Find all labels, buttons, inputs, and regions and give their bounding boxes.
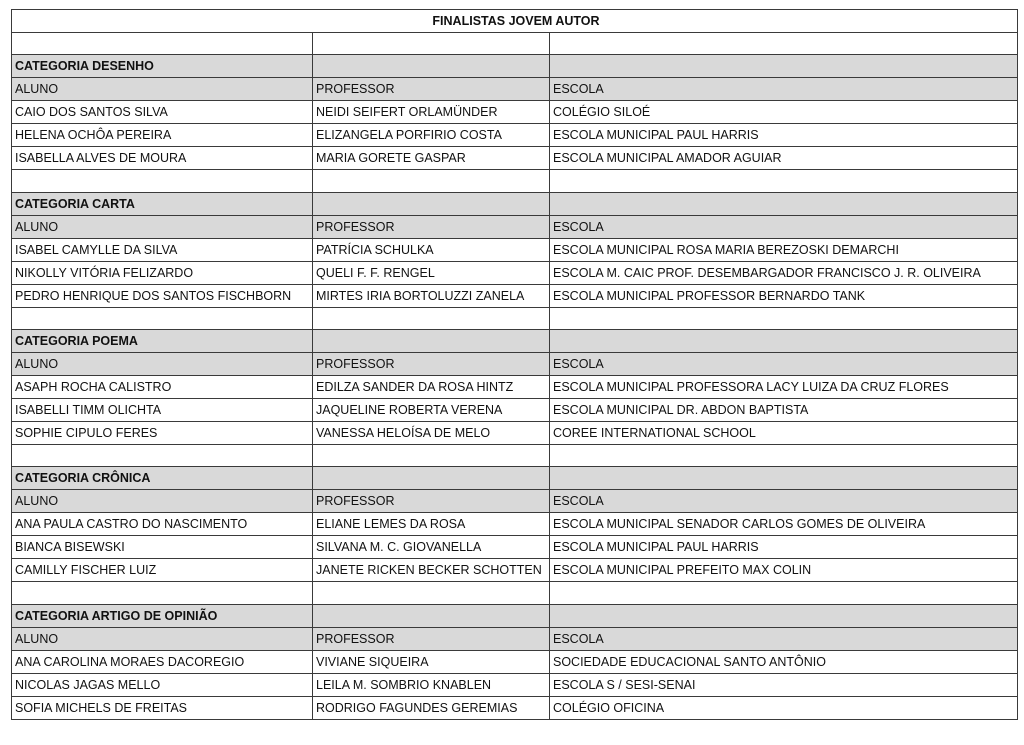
school-cell: ESCOLA MUNICIPAL DR. ABDON BAPTISTA [550, 399, 1018, 422]
column-header-row [12, 78, 1018, 101]
empty-cell [313, 192, 550, 215]
student-cell: BIANCA BISEWSKI [12, 536, 313, 559]
table-row [12, 101, 1018, 124]
category-name: CATEGORIA POEMA [12, 330, 313, 353]
finalists-table [11, 9, 1018, 720]
empty-cell [313, 582, 550, 604]
header-aluno: ALUNO [12, 627, 313, 650]
teacher-cell: LEILA M. SOMBRIO KNABLEN [313, 673, 550, 696]
student-cell: ISABELLA ALVES DE MOURA [12, 147, 313, 170]
empty-cell [550, 55, 1018, 78]
category-row [12, 604, 1018, 627]
student-cell: CAIO DOS SANTOS SILVA [12, 101, 313, 124]
category-name: CATEGORIA DESENHO [12, 55, 313, 78]
teacher-cell: EDILZA SANDER DA ROSA HINTZ [313, 376, 550, 399]
teacher-cell: JANETE RICKEN BECKER SCHOTTEN [313, 559, 550, 582]
table-title: FINALISTAS JOVEM AUTOR [12, 10, 1018, 33]
teacher-cell: VIVIANE SIQUEIRA [313, 650, 550, 673]
header-professor: PROFESSOR [313, 490, 550, 513]
school-cell: ESCOLA MUNICIPAL PROFESSOR BERNARDO TANK [550, 284, 1018, 307]
empty-cell [550, 330, 1018, 353]
empty-cell [12, 307, 313, 329]
school-cell: ESCOLA MUNICIPAL PROFESSORA LACY LUIZA DA CRUZ FLORES [550, 376, 1018, 399]
empty-cell [313, 170, 550, 192]
header-aluno: ALUNO [12, 78, 313, 101]
header-escola: ESCOLA [550, 78, 1018, 101]
empty-cell [12, 170, 313, 192]
school-cell: ESCOLA MUNICIPAL SENADOR CARLOS GOMES DE OLIVEIRA [550, 513, 1018, 536]
table-row [12, 536, 1018, 559]
header-aluno: ALUNO [12, 215, 313, 238]
empty-cell [313, 307, 550, 329]
school-cell: ESCOLA MUNICIPAL AMADOR AGUIAR [550, 147, 1018, 170]
teacher-cell: RODRIGO FAGUNDES GEREMIAS [313, 696, 550, 719]
category-row [12, 330, 1018, 353]
school-cell: ESCOLA MUNICIPAL PREFEITO MAX COLIN [550, 559, 1018, 582]
header-escola: ESCOLA [550, 490, 1018, 513]
table-row [12, 284, 1018, 307]
spacer-row [12, 582, 1018, 604]
column-header-row [12, 627, 1018, 650]
title-row [12, 10, 1018, 33]
student-cell: ANA CAROLINA MORAES DACOREGIO [12, 650, 313, 673]
school-cell: SOCIEDADE EDUCACIONAL SANTO ANTÔNIO [550, 650, 1018, 673]
category-row [12, 467, 1018, 490]
header-professor: PROFESSOR [313, 627, 550, 650]
category-row [12, 192, 1018, 215]
table-row [12, 673, 1018, 696]
spacer-row [12, 307, 1018, 329]
header-escola: ESCOLA [550, 627, 1018, 650]
empty-cell [313, 467, 550, 490]
spacer-row [12, 170, 1018, 192]
empty-cell [550, 445, 1018, 467]
school-cell: COLÉGIO OFICINA [550, 696, 1018, 719]
empty-cell [550, 192, 1018, 215]
teacher-cell: NEIDI SEIFERT ORLAMÜNDER [313, 101, 550, 124]
student-cell: NICOLAS JAGAS MELLO [12, 673, 313, 696]
spacer-row [12, 445, 1018, 467]
category-name: CATEGORIA CARTA [12, 192, 313, 215]
column-header-row [12, 215, 1018, 238]
school-cell: COLÉGIO SILOÉ [550, 101, 1018, 124]
table-row [12, 147, 1018, 170]
teacher-cell: SILVANA M. C. GIOVANELLA [313, 536, 550, 559]
empty-cell [313, 604, 550, 627]
teacher-cell: MIRTES IRIA BORTOLUZZI ZANELA [313, 284, 550, 307]
empty-cell [313, 445, 550, 467]
empty-cell [313, 330, 550, 353]
teacher-cell: ELIZANGELA PORFIRIO COSTA [313, 124, 550, 147]
teacher-cell: MARIA GORETE GASPAR [313, 147, 550, 170]
empty-cell [550, 170, 1018, 192]
student-cell: SOFIA MICHELS DE FREITAS [12, 696, 313, 719]
school-cell: ESCOLA M. CAIC PROF. DESEMBARGADOR FRANCISCO J. R. OLIVEIRA [550, 261, 1018, 284]
table-row [12, 422, 1018, 445]
header-professor: PROFESSOR [313, 78, 550, 101]
school-cell: ESCOLA MUNICIPAL ROSA MARIA BEREZOSKI DEMARCHI [550, 238, 1018, 261]
table-row [12, 238, 1018, 261]
table-row [12, 261, 1018, 284]
empty-cell [12, 445, 313, 467]
student-cell: HELENA OCHÔA PEREIRA [12, 124, 313, 147]
school-cell: COREE INTERNATIONAL SCHOOL [550, 422, 1018, 445]
header-aluno: ALUNO [12, 353, 313, 376]
category-name: CATEGORIA CRÔNICA [12, 467, 313, 490]
header-escola: ESCOLA [550, 215, 1018, 238]
teacher-cell: PATRÍCIA SCHULKA [313, 238, 550, 261]
empty-cell [12, 33, 313, 55]
table-row [12, 513, 1018, 536]
teacher-cell: ELIANE LEMES DA ROSA [313, 513, 550, 536]
table-row [12, 696, 1018, 719]
empty-cell [550, 467, 1018, 490]
table-row [12, 399, 1018, 422]
teacher-cell: QUELI F. F. RENGEL [313, 261, 550, 284]
empty-cell [550, 582, 1018, 604]
spacer-row [12, 33, 1018, 55]
student-cell: ISABELLI TIMM OLICHTA [12, 399, 313, 422]
student-cell: ASAPH ROCHA CALISTRO [12, 376, 313, 399]
student-cell: CAMILLY FISCHER LUIZ [12, 559, 313, 582]
student-cell: ISABEL CAMYLLE DA SILVA [12, 238, 313, 261]
category-row [12, 55, 1018, 78]
student-cell: NIKOLLY VITÓRIA FELIZARDO [12, 261, 313, 284]
school-cell: ESCOLA MUNICIPAL PAUL HARRIS [550, 124, 1018, 147]
empty-cell [550, 33, 1018, 55]
category-name: CATEGORIA ARTIGO DE OPINIÃO [12, 604, 313, 627]
student-cell: PEDRO HENRIQUE DOS SANTOS FISCHBORN [12, 284, 313, 307]
empty-cell [550, 307, 1018, 329]
school-cell: ESCOLA MUNICIPAL PAUL HARRIS [550, 536, 1018, 559]
header-professor: PROFESSOR [313, 215, 550, 238]
teacher-cell: JAQUELINE ROBERTA VERENA [313, 399, 550, 422]
empty-cell [550, 604, 1018, 627]
teacher-cell: VANESSA HELOÍSA DE MELO [313, 422, 550, 445]
empty-cell [313, 33, 550, 55]
empty-cell [12, 582, 313, 604]
header-aluno: ALUNO [12, 490, 313, 513]
table-row [12, 124, 1018, 147]
table-row [12, 559, 1018, 582]
school-cell: ESCOLA S / SESI-SENAI [550, 673, 1018, 696]
column-header-row [12, 490, 1018, 513]
empty-cell [313, 55, 550, 78]
table-row [12, 376, 1018, 399]
header-professor: PROFESSOR [313, 353, 550, 376]
student-cell: SOPHIE CIPULO FERES [12, 422, 313, 445]
table-row [12, 650, 1018, 673]
student-cell: ANA PAULA CASTRO DO NASCIMENTO [12, 513, 313, 536]
header-escola: ESCOLA [550, 353, 1018, 376]
column-header-row [12, 353, 1018, 376]
